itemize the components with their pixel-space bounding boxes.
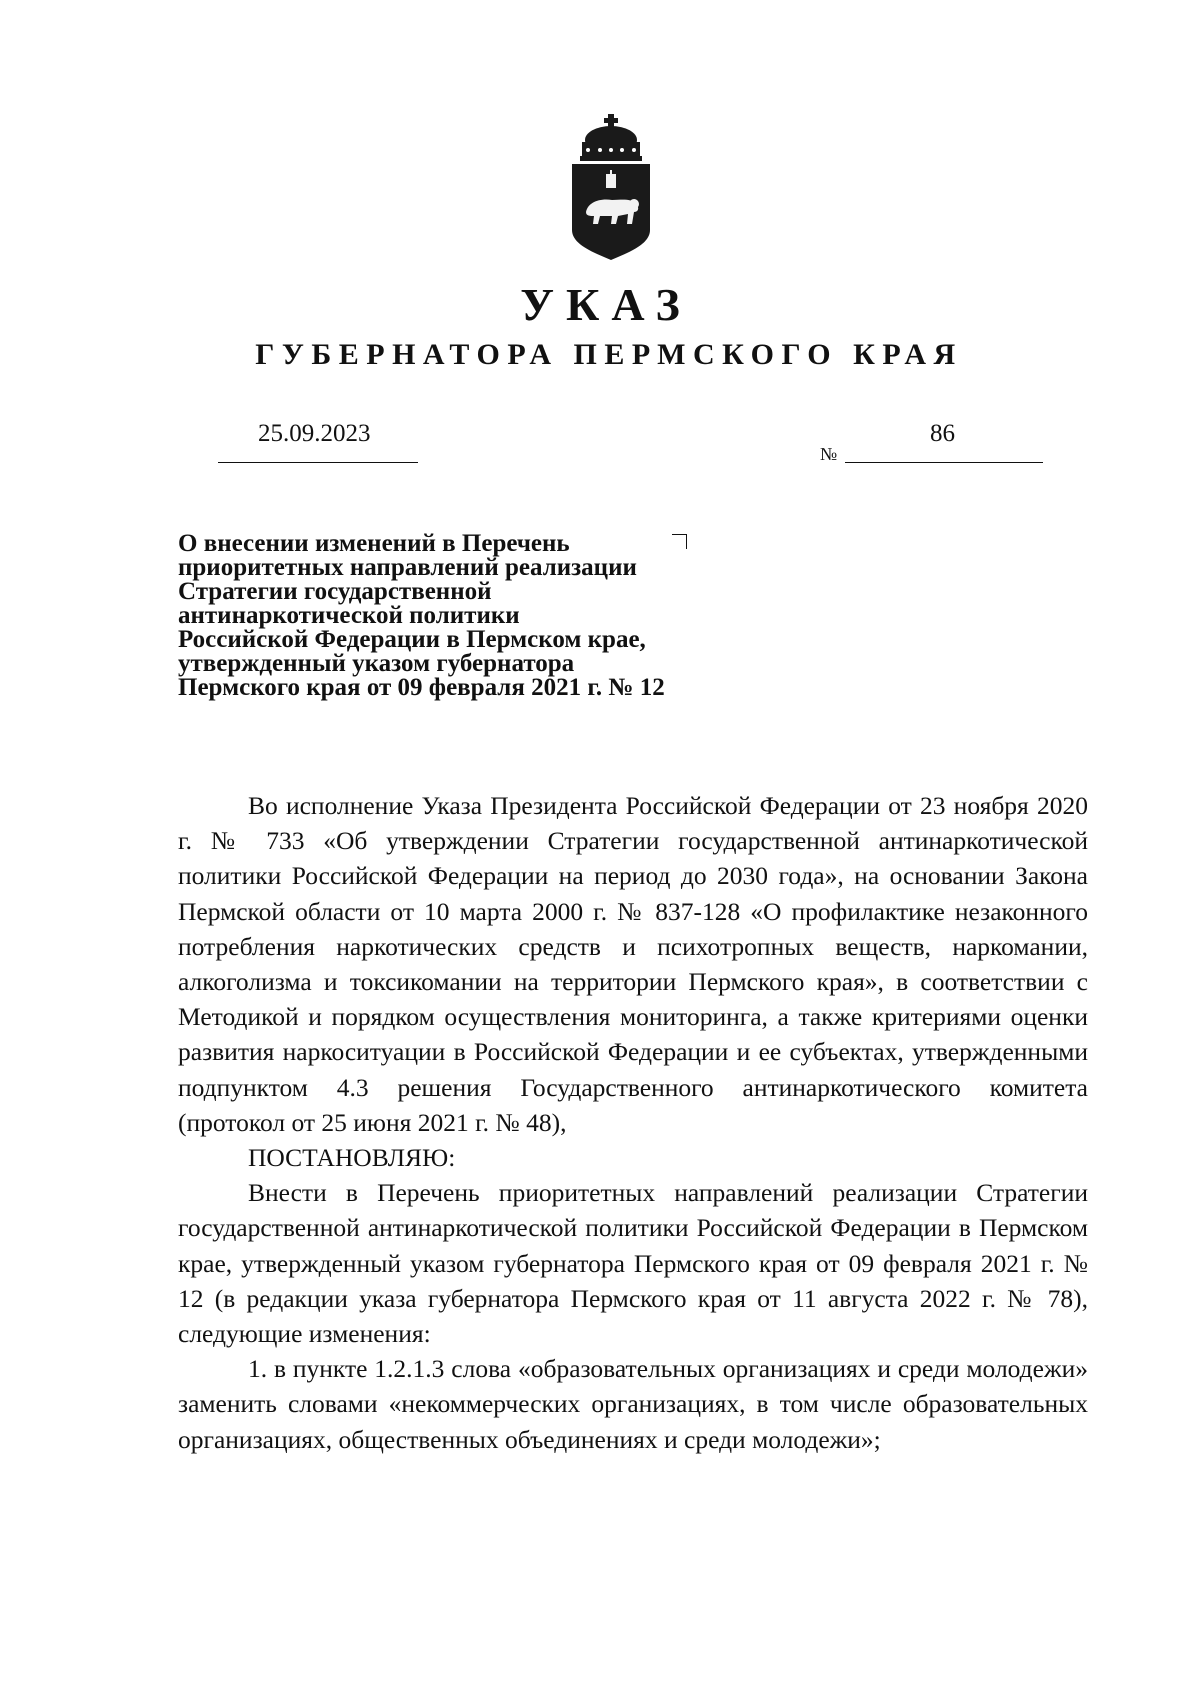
preamble-paragraph: Во исполнение Указа Президента Российской Федерации от 23 ноября 2020 г. № 733 «Об утверждении Стратегии государственной антинаркотической политики Российской Федерации на период до 2030 года», на основании Закона Пермской области от 10 марта 2000 г. № 837-128 «О профилактике незаконного потребления наркотических средств и психотропных веществ, наркомании, алкоголизма и токсикомании на территории Пермского края», в соответствии с Методикой и порядком осуществления мониторинга, а также критериями оценки развития наркоситуации в Российской Федерации и ее субъектах, утвержденными подпунктом 4.3 решения Государственного антинаркотического комитета (протокол от 25 июня 2021 г. № 48), [178, 791, 1088, 1137]
subject-line: антинаркотической политики [178, 602, 520, 629]
subject-line: Стратегии государственной [178, 578, 492, 605]
document-body [178, 788, 1088, 1457]
perm-krai-coat-of-arms-icon [568, 112, 654, 262]
document-issuer: ГУБЕРНАТОРА ПЕРМСКОГО КРАЯ [255, 338, 963, 371]
subject-line: приоритетных направлений реализации [178, 554, 637, 581]
number-sign: № [820, 444, 838, 464]
bear-icon [586, 199, 639, 224]
document-title: УКАЗ [520, 279, 692, 330]
subject-line: О внесении изменений в Перечень [178, 530, 570, 557]
document-date: 25.09.2023 [258, 420, 371, 447]
item-1-paragraph: 1. в пункте 1.2.1.3 слова «образовательных организациях и среди молодежи» заменить словами «некоммерческих организациях, в том числе образовательных организациях, общественных объединениях и среди молодежи»; [178, 1354, 1088, 1454]
subject-corner-mark [672, 534, 687, 549]
number-underline [845, 462, 1043, 463]
decision-paragraph: Внести в Перечень приоритетных направлений реализации Стратегии государственной антинаркотической политики Российской Федерации в Пермском крае, утвержденный указом губернатора Пермского края от 09 февраля 2021 г. № 12 (в редакции указа губернатора Пермского края от 11 августа 2022 г. № 78), следующие изменения: [178, 1178, 1088, 1349]
document-subject [178, 532, 758, 700]
subject-line: Пермского края от 09 февраля 2021 г. № 12 [178, 674, 665, 701]
crown-icon [580, 114, 642, 161]
date-underline [218, 462, 418, 463]
subject-line: утвержденный указом губернатора [178, 650, 575, 677]
subject-line: Российской Федерации в Пермском крае, [178, 626, 646, 653]
document-number: 86 [930, 420, 955, 447]
resolve-paragraph: ПОСТАНОВЛЯЮ: [248, 1143, 456, 1173]
